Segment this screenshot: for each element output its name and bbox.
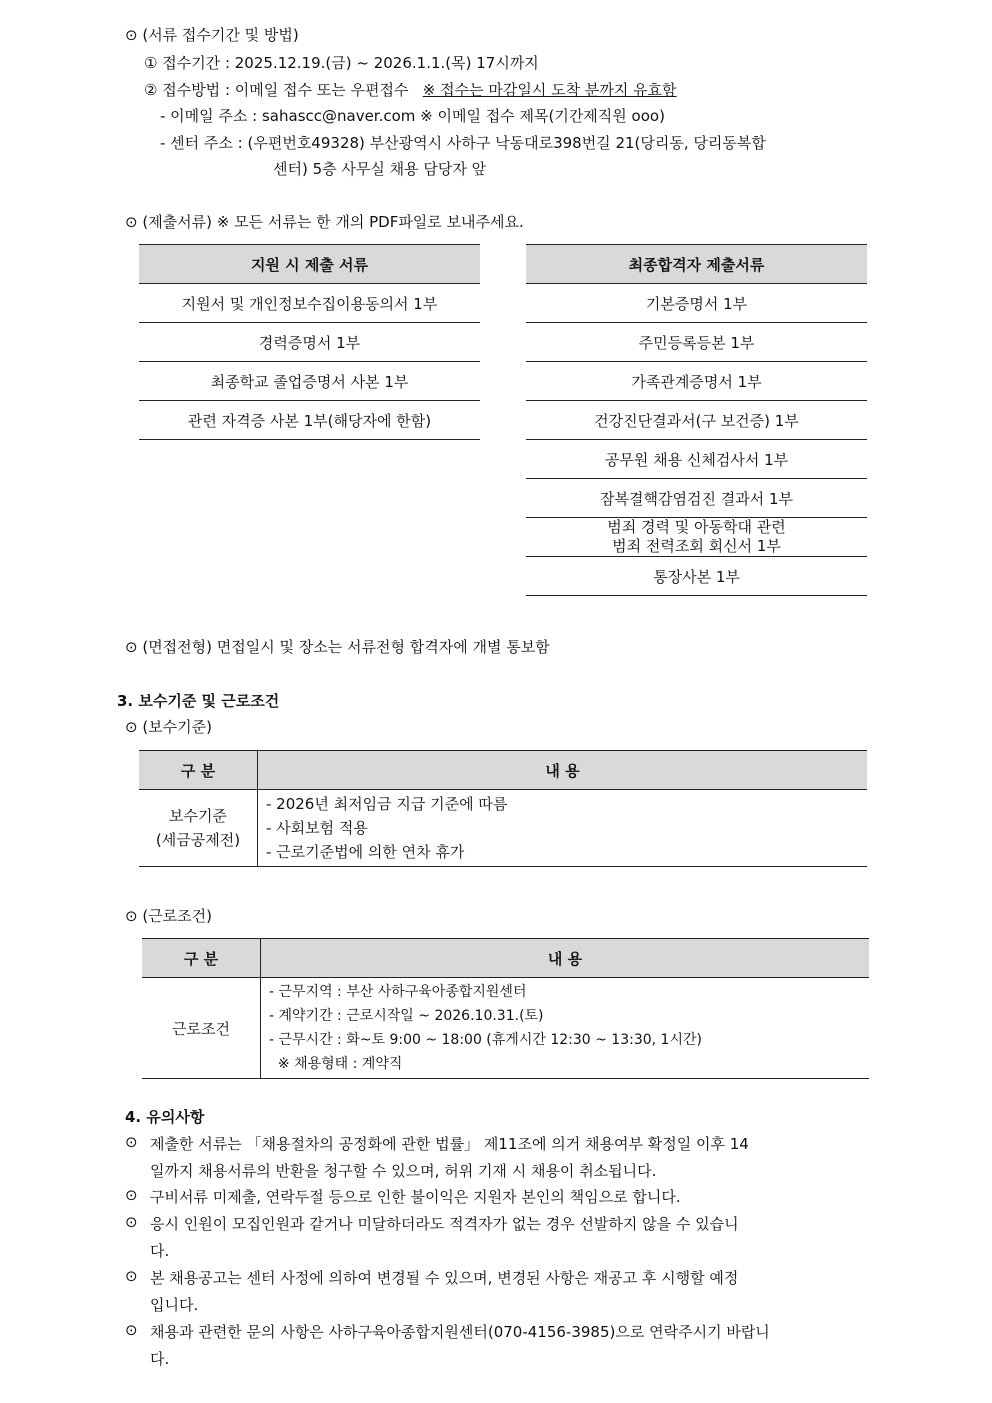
section-3-title: 3. 보수기준 및 근로조건 xyxy=(117,692,280,710)
apply-documents-table xyxy=(139,244,480,440)
notice-bullet: ⊙ xyxy=(125,1267,138,1285)
pay-label-line1: 보수기준 xyxy=(169,807,227,825)
work-heading: ⊙ (근로조건) xyxy=(125,907,213,925)
notice-line: 본 채용공고는 센터 사정에 의하여 변경될 수 있으며, 변경된 사항은 재공고 후 시행할 예정 xyxy=(150,1269,739,1287)
submission-deadline-note: ※ 접수는 마감일시 도착 분까지 유효함 xyxy=(422,81,677,99)
pay-heading: ⊙ (보수기준) xyxy=(125,718,213,736)
final-document-item: 공무원 채용 신체검사서 1부 xyxy=(526,440,867,479)
apply-document-item: 경력증명서 1부 xyxy=(139,323,480,362)
work-item: - 근무지역 : 부산 사하구육아종합지원센터 xyxy=(269,984,527,1000)
work-table-content xyxy=(261,978,870,1079)
apply-document-item: 지원서 및 개인정보수집이용동의서 1부 xyxy=(139,284,480,323)
notice-line: 구비서류 미제출, 연락두절 등으로 인한 불이익은 지원자 본인의 책임으로 합니다. xyxy=(150,1188,681,1206)
documents-heading: ⊙ (제출서류) ※ 모든 서류는 한 개의 PDF파일로 보내주세요. xyxy=(125,213,524,231)
notice-bullet: ⊙ xyxy=(125,1321,138,1339)
work-table-label: 근로조건 xyxy=(142,978,261,1079)
notice-line-cont: 일까지 채용서류의 반환을 청구할 수 있으며, 허위 기재 시 채용이 취소됩니다. xyxy=(150,1162,657,1180)
notice-line-cont: 다. xyxy=(150,1242,170,1260)
notice-bullet: ⊙ xyxy=(125,1213,138,1231)
submission-heading: ⊙ (서류 접수기간 및 방법) xyxy=(125,26,299,44)
apply-document-item: 관련 자격증 사본 1부(해당자에 한함) xyxy=(139,401,480,440)
work-item: - 계약기간 : 근로시작일 ~ 2026.10.31.(토) xyxy=(269,1008,544,1024)
submission-method-text: ② 접수방법 : 이메일 접수 또는 우편접수 xyxy=(144,81,409,99)
apply-documents-header: 지원 시 제출 서류 xyxy=(139,245,480,284)
final-document-item: 주민등록등본 1부 xyxy=(526,323,867,362)
center-address-line-cont: 센터) 5층 사무실 채용 담당자 앞 xyxy=(273,160,487,178)
notice-bullet: ⊙ xyxy=(125,1133,138,1151)
final-documents-table xyxy=(526,244,867,596)
final-document-item: 통장사본 1부 xyxy=(526,557,867,596)
final-documents-header: 최종합격자 제출서류 xyxy=(526,245,867,284)
interview-notice: ⊙ (면접전형) 면접일시 및 장소는 서류전형 합격자에 개별 통보함 xyxy=(125,638,550,656)
pay-item: - 사회보험 적용 xyxy=(266,819,368,837)
pay-table-col-category: 구 분 xyxy=(139,751,258,790)
pay-item: - 2026년 최저임금 지급 기준에 따름 xyxy=(266,795,508,813)
final-document-item: 잠복결핵감염검진 결과서 1부 xyxy=(526,479,867,518)
notice-line: 응시 인원이 모집인원과 같거나 미달하더라도 적격자가 없는 경우 선발하지 않을 수 있습니 xyxy=(150,1215,739,1233)
notice-line: 제출한 서류는 「채용절차의 공정화에 관한 법률」 제11조에 의거 채용여부 확정일 이후 14 xyxy=(150,1135,749,1153)
apply-document-item: 최종학교 졸업증명서 사본 1부 xyxy=(139,362,480,401)
email-address-line: - 이메일 주소 : sahascc@naver.com ※ 이메일 접수 제목(기간제직원 ooo) xyxy=(160,107,665,125)
final-document-item: 가족관계증명서 1부 xyxy=(526,362,867,401)
final-document-item: 기본증명서 1부 xyxy=(526,284,867,323)
work-table xyxy=(142,938,869,1079)
work-table-col-category: 구 분 xyxy=(142,939,261,978)
final-document-item: 건강진단결과서(구 보건증) 1부 xyxy=(526,401,867,440)
pay-table-label xyxy=(139,790,258,867)
center-address-line: - 센터 주소 : (우편번호49328) 부산광역시 사하구 낙동대로398번길 21(당리동, 당리동복합 xyxy=(160,134,766,152)
pay-table xyxy=(139,750,867,867)
pay-label-line2: (세금공제전) xyxy=(155,831,241,849)
pay-item: - 근로기준법에 의한 연차 휴가 xyxy=(266,843,465,861)
section-4-title: 4. 유의사항 xyxy=(125,1108,205,1126)
notice-bullet: ⊙ xyxy=(125,1186,138,1204)
work-table-col-content: 내 용 xyxy=(261,939,870,978)
pay-table-col-content: 내 용 xyxy=(258,751,868,790)
submission-period: ① 접수기간 : 2025.12.19.(금) ~ 2026.1.1.(목) 17시까지 xyxy=(144,54,539,72)
final-document-item: 범죄 경력 및 아동학대 관련 범죄 전력조회 회신서 1부 xyxy=(526,518,867,557)
submission-method xyxy=(144,79,677,100)
work-item: ※ 채용형태 : 계약직 xyxy=(269,1056,403,1072)
notice-line-cont: 입니다. xyxy=(150,1296,199,1314)
notice-line: 채용과 관련한 문의 사항은 사하구육아종합지원센터(070-4156-3985)으로 연락주시기 바랍니 xyxy=(150,1323,770,1341)
notice-line-cont: 다. xyxy=(150,1350,170,1368)
pay-table-content xyxy=(258,790,868,867)
work-item: - 근무시간 : 화~토 9:00 ~ 18:00 (휴게시간 12:30 ~ 13:30, 1시간) xyxy=(269,1032,702,1048)
